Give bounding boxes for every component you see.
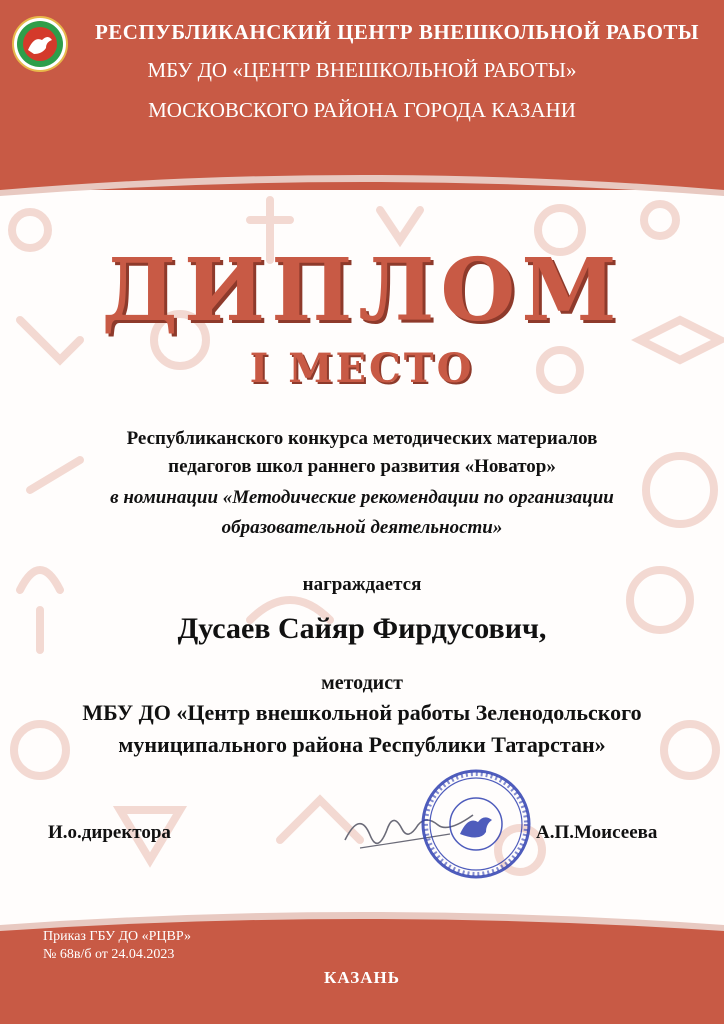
awarded-label: награждается: [302, 574, 422, 595]
organization-line-1: МБУ ДО «Центр внешкольной работы Зеленодольского: [82, 700, 642, 725]
diploma-title: ДИПЛОМ: [101, 240, 623, 341]
order-line-1: Приказ ГБУ ДО «РЦВР»: [43, 929, 192, 944]
contest-line-2: педагогов школ раннего развития «Новатор»: [168, 456, 556, 477]
nomination-line-2: образовательной деятельности»: [221, 517, 503, 538]
contest-line-1: Республиканского конкурса методических материалов: [126, 428, 598, 449]
order-line-2: № 68в/б от 24.04.2023: [43, 947, 175, 962]
city-label: КАЗАНЬ: [324, 968, 400, 987]
official-stamp: [420, 768, 532, 880]
place-label: I МЕСТО: [249, 345, 475, 392]
header-line-1: РЕСПУБЛИКАНСКИЙ ЦЕНТР ВНЕШКОЛЬНОЙ РАБОТЫ: [94, 20, 700, 44]
organization-line-2: муниципального района Республики Татарстан»: [118, 732, 606, 757]
signer-role: И.о.директора: [48, 822, 171, 843]
header-line-3: МОСКОВСКОГО РАЙОНА ГОРОДА КАЗАНИ: [148, 98, 576, 122]
signer-name: А.П.Моисеева: [536, 822, 658, 843]
header-line-2: МБУ ДО «ЦЕНТР ВНЕШКОЛЬНОЙ РАБОТЫ»: [147, 58, 577, 82]
footer-band: [0, 905, 724, 1024]
recipient-position: методист: [321, 672, 403, 694]
order-reference: [43, 928, 191, 964]
nomination-line-1: в номинации «Методические рекомендации по организации: [110, 487, 614, 508]
recipient-name: Дусаев Сайяр Фирдусович,: [177, 612, 547, 645]
